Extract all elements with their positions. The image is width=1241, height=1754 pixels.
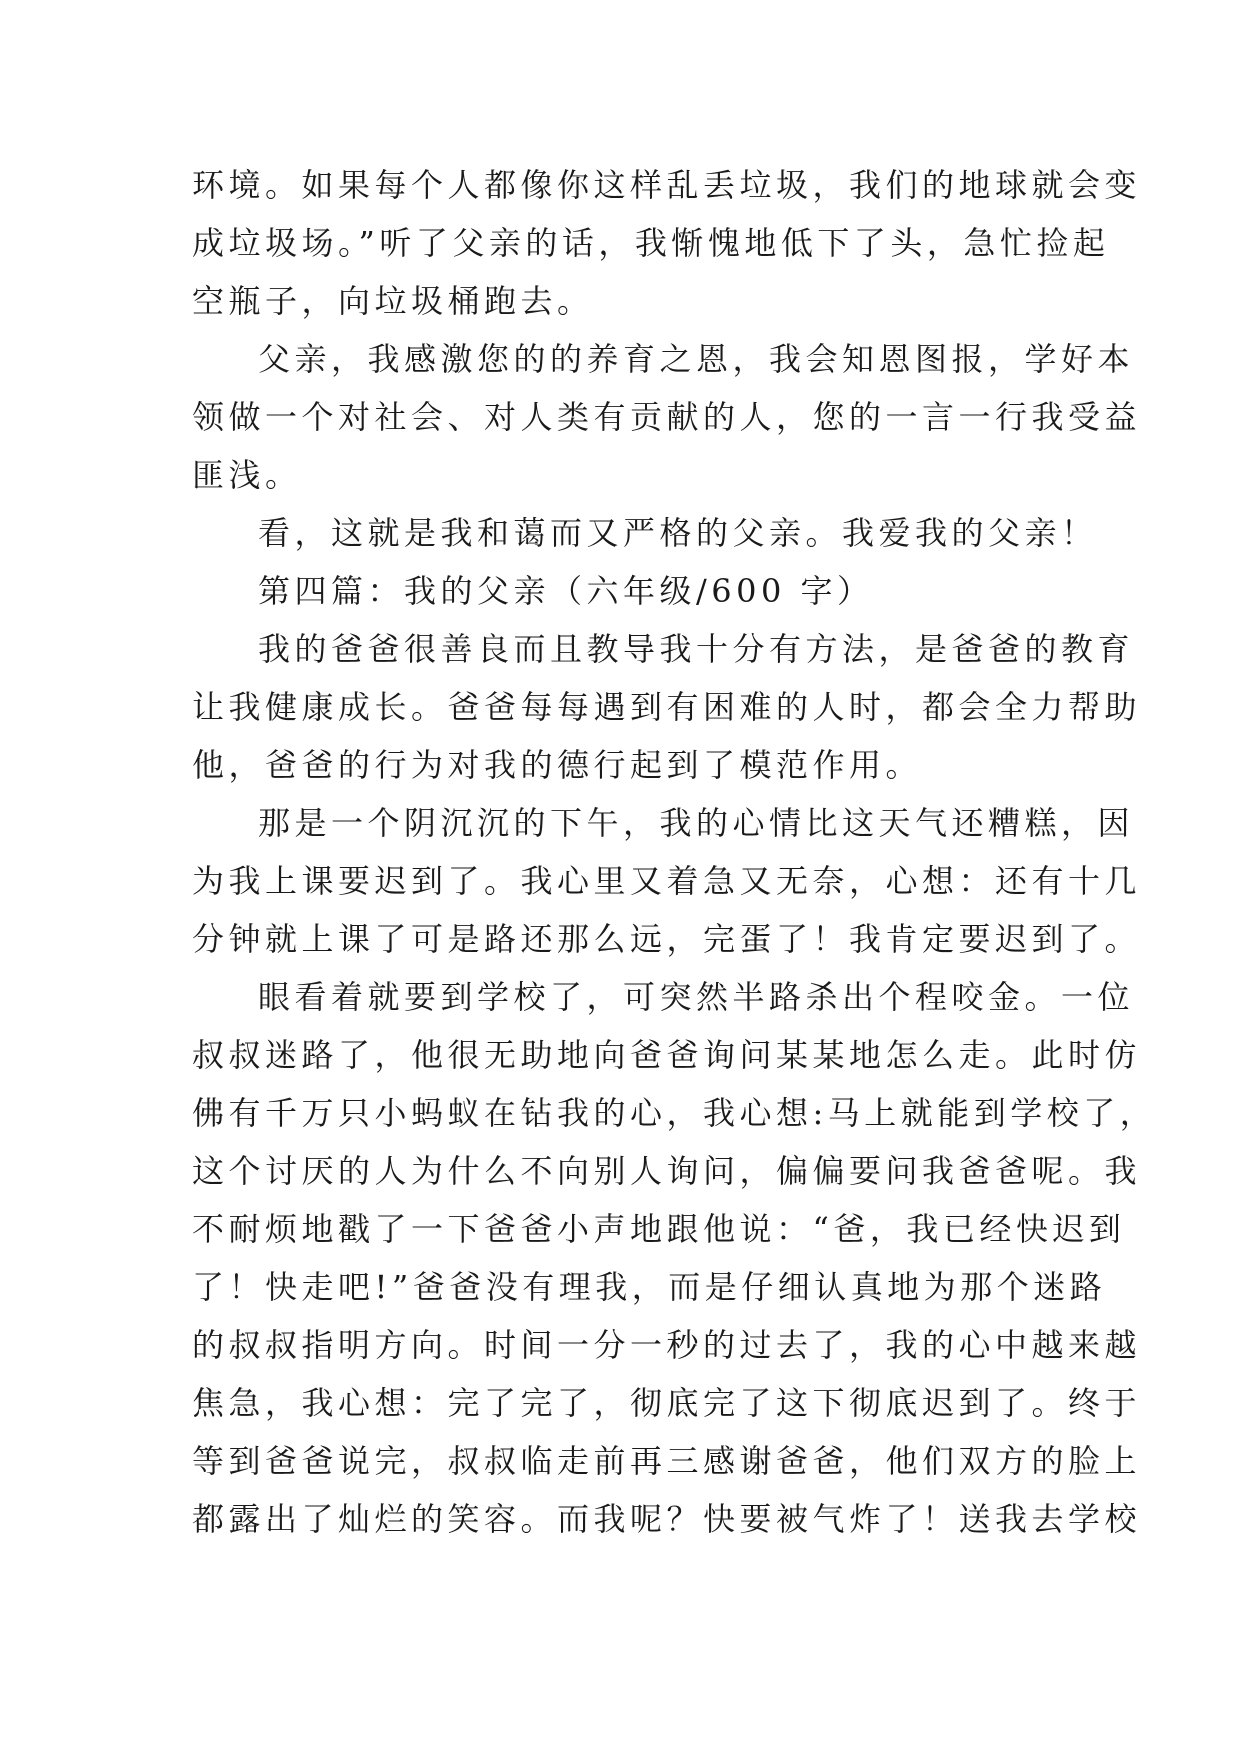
text-line: 他，爸爸的行为对我的德行起到了模范作用。 <box>192 746 923 784</box>
paragraph <box>192 794 1142 968</box>
text-line: 分钟就上课了可是路还那么远，完蛋了！我肯定要迟到了。 <box>192 920 1142 958</box>
text-line: 不耐烦地戳了一下爸爸小声地跟他说：“爸，我已经快迟到 <box>192 1210 1126 1248</box>
text-line: 的叔叔指明方向。时间一分一秒的过去了，我的心中越来越 <box>192 1326 1142 1364</box>
text-line: 等到爸爸说完，叔叔临走前再三感谢爸爸，他们双方的脸上 <box>192 1442 1142 1480</box>
text-line: 空瓶子，向垃圾桶跑去。 <box>192 282 594 320</box>
text-line: 这个讨厌的人为什么不向别人询问，偏偏要问我爸爸呢。我 <box>192 1152 1142 1190</box>
paragraph <box>192 968 1157 1548</box>
text-line: 我的爸爸很善良而且教导我十分有方法，是爸爸的教育 <box>258 630 1135 668</box>
text-line: 成垃圾场。”听了父亲的话，我惭愧地低下了头，急忙捡起 <box>192 224 1110 262</box>
text-line: 眼看着就要到学校了，可突然半路杀出个程咬金。一位 <box>258 978 1135 1016</box>
text-line: 佛有千万只小蚂蚁在钻我的心，我心想:马上就能到学校了， <box>192 1094 1157 1132</box>
text-line: 父亲，我感激您的的养育之恩，我会知恩图报，学好本 <box>258 340 1135 378</box>
text-line: 第四篇：我的父亲（六年级/600 字） <box>258 572 874 610</box>
text-line: 叔叔迷路了，他很无助地向爸爸询问某某地怎么走。此时仿 <box>192 1036 1142 1074</box>
text-line: 了！快走吧!”爸爸没有理我，而是仔细认真地为那个迷路 <box>192 1268 1107 1306</box>
text-line: 让我健康成长。爸爸每每遇到有困难的人时，都会全力帮助 <box>192 688 1142 726</box>
text-line: 为我上课要迟到了。我心里又着急又无奈，心想：还有十几 <box>192 862 1142 900</box>
text-line: 焦急，我心想：完了完了，彻底完了这下彻底迟到了。终于 <box>192 1384 1142 1422</box>
paragraph <box>192 620 1142 794</box>
document-body <box>192 156 1157 1548</box>
text-line: 那是一个阴沉沉的下午，我的心情比这天气还糟糕，因 <box>258 804 1135 842</box>
paragraph <box>192 562 1072 620</box>
text-line: 环境。如果每个人都像你这样乱丢垃圾，我们的地球就会变 <box>192 166 1142 204</box>
paragraph <box>192 330 1142 504</box>
paragraph <box>192 504 1098 562</box>
text-line: 都露出了灿烂的笑容。而我呢？快要被气炸了！送我去学校 <box>192 1500 1142 1538</box>
text-line: 匪浅。 <box>192 456 302 494</box>
paragraph <box>192 156 1142 330</box>
text-line: 领做一个对社会、对人类有贡献的人，您的一言一行我受益 <box>192 398 1142 436</box>
text-line: 看，这就是我和蔼而又严格的父亲。我爱我的父亲！ <box>258 514 1098 552</box>
